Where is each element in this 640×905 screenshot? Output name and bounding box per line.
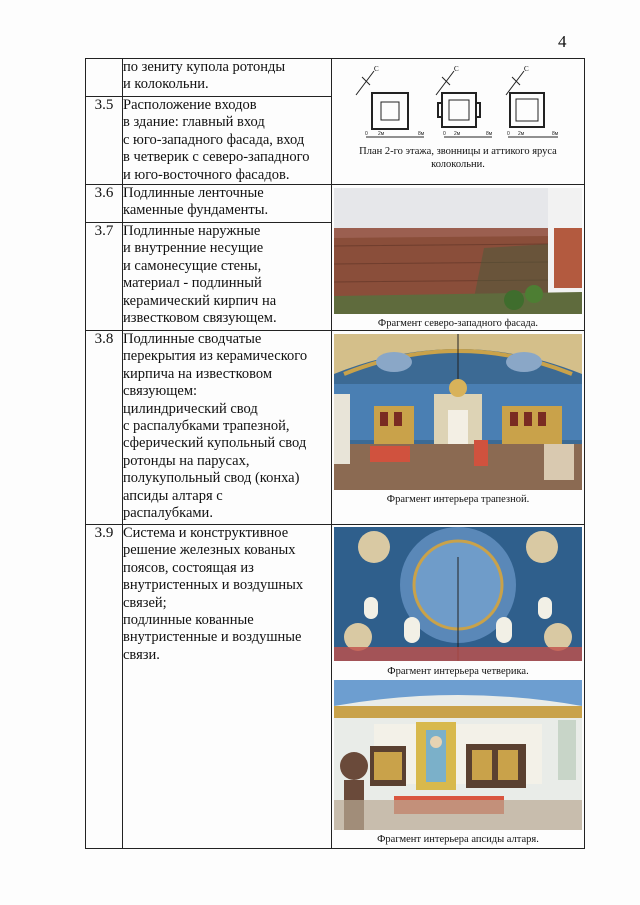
- plan-second-floor: [372, 93, 408, 129]
- svg-text:8м: 8м: [486, 131, 493, 137]
- page-number: 4: [558, 32, 567, 51]
- svg-text:С: С: [524, 65, 529, 73]
- row-text: Подлинные сводчатые перекрытия из керамического кирпича на известковом связующем: цилиндрический свод с распалубками трапезной, сферический купольный свод ротонды на парусах, полукупольный свод (конха) апсиды алтаря с распалубками.: [123, 331, 332, 525]
- row-text: Подлинные ленточные каменные фундаменты.: [123, 185, 332, 223]
- svg-text:8м: 8м: [418, 131, 425, 137]
- apse-photo: [334, 680, 582, 830]
- svg-text:8м: 8м: [552, 131, 559, 137]
- row-text: Система и конструктивное решение железных кованых поясов, состоящая из внутристенных и воздушных связей; подлинные кованные внутристенные и воздушные связи.: [123, 525, 332, 849]
- facade-caption: Фрагмент северо-западного фасада.: [377, 318, 539, 330]
- plan-caption: План 2-го этажа, звонницы и аттикого яруса колокольни.: [359, 146, 557, 170]
- plan-cell: [332, 59, 585, 185]
- table-row: [86, 185, 585, 223]
- svg-text:0: 0: [443, 131, 446, 137]
- row-text: Расположение входов в здание: главный вход с юго-западного фасада, вход в четверик с северо-западного и юго-восточного фасадов.: [123, 97, 332, 185]
- svg-text:2м: 2м: [518, 131, 525, 137]
- svg-text:0: 0: [365, 131, 368, 137]
- plan-attic: [510, 93, 544, 127]
- table-row: [86, 331, 585, 525]
- row-number: 3.9: [86, 525, 123, 849]
- svg-text:С: С: [374, 65, 379, 73]
- refectory-photo-cell: [332, 331, 585, 525]
- table-row: [86, 59, 585, 97]
- floor-plan-drawing: [332, 63, 584, 143]
- svg-text:2м: 2м: [454, 131, 461, 137]
- features-table: [85, 58, 585, 849]
- north-arrow-icon: [356, 71, 524, 95]
- facade-photo: [334, 188, 582, 314]
- refectory-caption: Фрагмент интерьера трапезной.: [386, 494, 530, 506]
- row-number: [86, 59, 123, 97]
- svg-text:0: 0: [507, 131, 510, 137]
- facade-photo-cell: [332, 185, 585, 331]
- table-row: [86, 525, 585, 849]
- apse-caption: Фрагмент интерьера апсиды алтаря.: [377, 834, 539, 846]
- row-text: по зениту купола ротонды и колокольни.: [123, 59, 332, 97]
- row-text: Подлинные наружные и внутренние несущие и самонесущие стены, материал - подлинный керамический кирпич на известковом связующем.: [123, 223, 332, 331]
- chetverik-caption: Фрагмент интерьера четверика.: [387, 666, 529, 678]
- row-number: 3.8: [86, 331, 123, 525]
- svg-text:2м: 2м: [378, 131, 385, 137]
- svg-text:С: С: [454, 65, 459, 73]
- refectory-photo: [334, 334, 582, 490]
- row-number: 3.6: [86, 185, 123, 223]
- row-number: 3.5: [86, 97, 123, 185]
- row-number: 3.7: [86, 223, 123, 331]
- interior-photos-cell: [332, 525, 585, 849]
- plan-belfry: [438, 93, 480, 127]
- chetverik-photo: [334, 527, 582, 661]
